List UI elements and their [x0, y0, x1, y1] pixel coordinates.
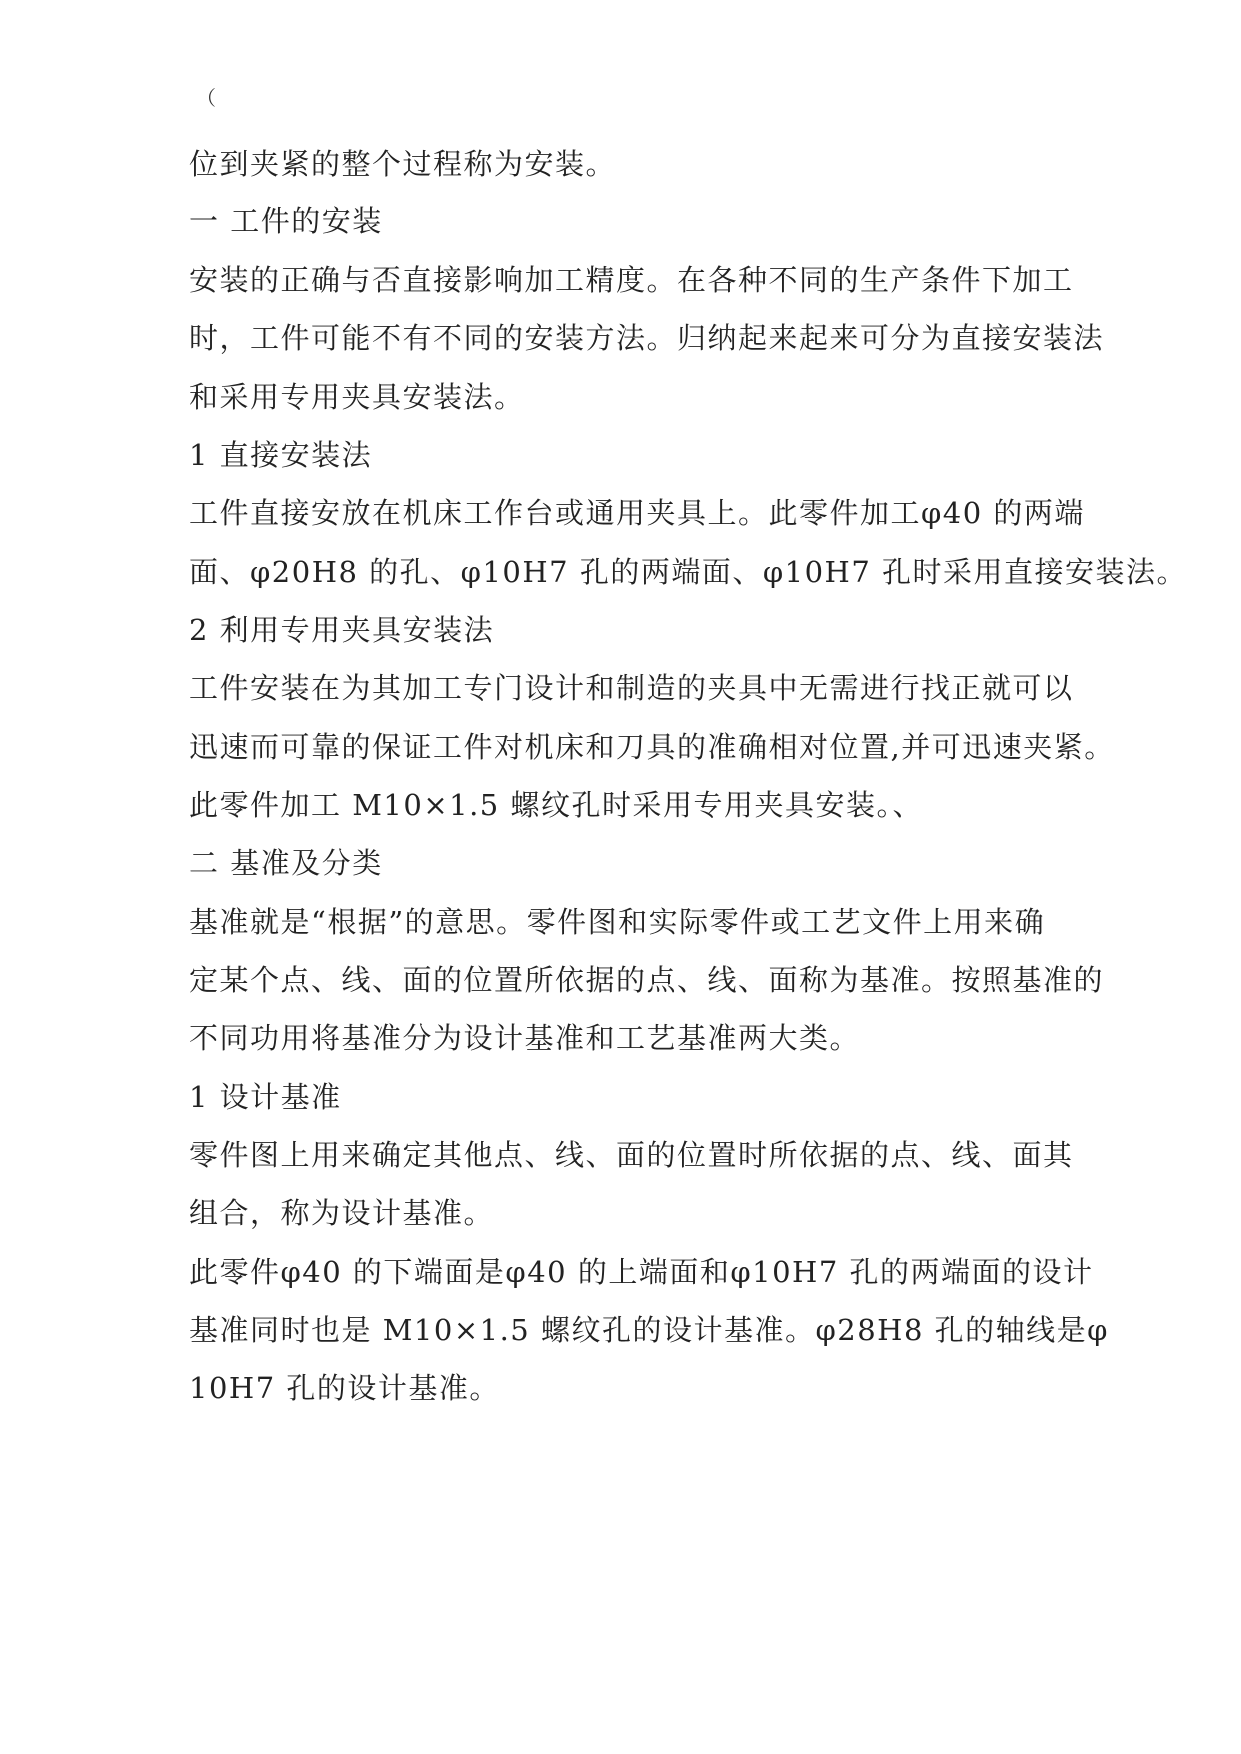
text-line: 安装的正确与否直接影响加工精度。在各种不同的生产条件下加工	[189, 263, 1074, 297]
text-line: 工件安装在为其加工专门设计和制造的夹具中无需进行找正就可以	[189, 671, 1074, 705]
text-line: 面、φ20H8 的孔、φ10H7 孔的两端面、φ10H7 孔时采用直接安装法。	[189, 555, 1187, 589]
text-line: 定某个点、线、面的位置所依据的点、线、面称为基准。按照基准的	[189, 963, 1105, 997]
text-line: 基准同时也是 M10×1.5 螺纹孔的设计基准。φ28H8 孔的轴线是φ	[189, 1313, 1109, 1347]
subsection-heading: 2 利用专用夹具安装法	[189, 613, 495, 647]
text-line: 不同功用将基准分为设计基准和工艺基准两大类。	[189, 1021, 861, 1055]
text-line: 此零件加工 M10×1.5 螺纹孔时采用专用夹具安装。、	[189, 788, 923, 822]
text-line: 位到夹紧的整个过程称为安装。	[189, 147, 617, 181]
subsection-heading: 1 直接安装法	[189, 438, 373, 472]
text-line: 时，工件可能不有不同的安装方法。归纳起来起来可分为直接安装法	[189, 321, 1105, 355]
text-line: 组合，称为设计基准。	[189, 1196, 495, 1230]
text-line: 和采用专用夹具安装法。	[189, 380, 525, 414]
text-line: 基准就是“根据”的意思。零件图和实际零件或工艺文件上用来确	[189, 905, 1046, 939]
section-heading: 一 工件的安装	[189, 204, 383, 238]
section-heading: 二 基准及分类	[189, 846, 383, 880]
text-line: 工件直接安放在机床工作台或通用夹具上。此零件加工φ40 的两端	[189, 496, 1085, 530]
text-line: 零件图上用来确定其他点、线、面的位置时所依据的点、线、面其	[189, 1138, 1074, 1172]
text-line: 10H7 孔的设计基准。	[189, 1371, 500, 1405]
text-line: 此零件φ40 的下端面是φ40 的上端面和φ10H7 孔的两端面的设计	[189, 1255, 1094, 1289]
text-line: 迅速而可靠的保证工件对机床和刀具的准确相对位置,并可迅速夹紧。	[189, 730, 1115, 764]
corner-mark: （	[196, 86, 216, 110]
subsection-heading: 1 设计基准	[189, 1080, 342, 1114]
